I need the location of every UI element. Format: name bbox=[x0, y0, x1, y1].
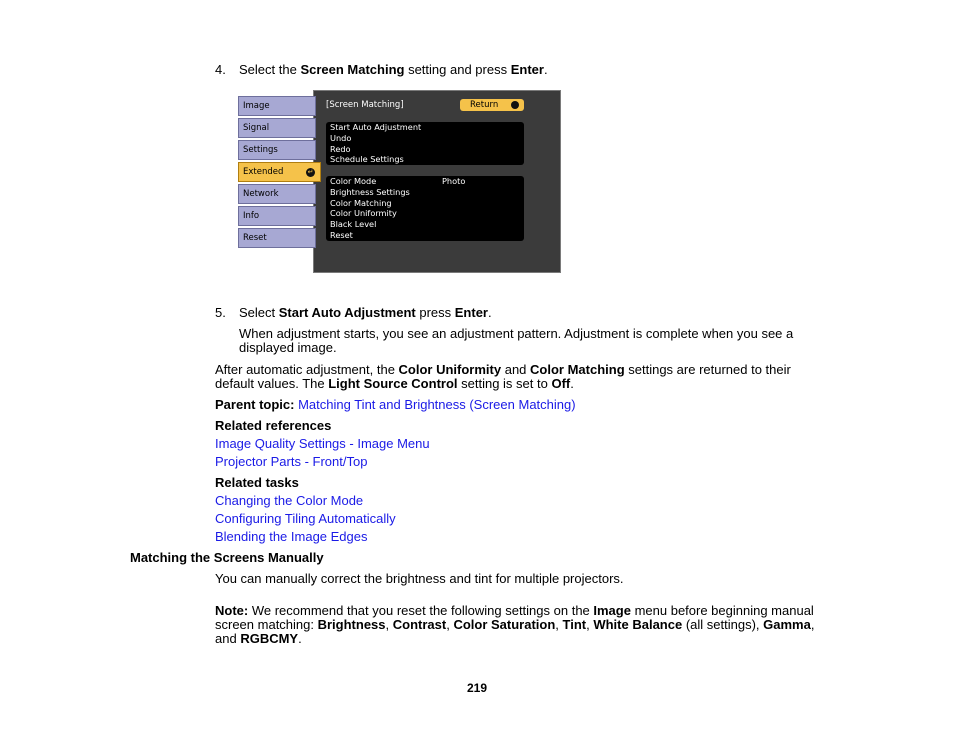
parent-topic bbox=[215, 397, 576, 412]
after-line-2: default values. The Light Source Control setting is set to Off. bbox=[215, 376, 574, 391]
menu-side-item-label: Signal bbox=[243, 123, 270, 133]
enter-icon: ↵ bbox=[307, 168, 314, 176]
menu-row bbox=[326, 176, 524, 187]
section-heading: Matching the Screens Manually bbox=[130, 550, 324, 565]
note-line-3: and RGBCMY. bbox=[215, 631, 302, 646]
note-line-1: Note: We recommend that you reset the following settings on the Image menu before beginning manual bbox=[215, 603, 814, 618]
return-icon bbox=[511, 101, 519, 109]
menu-side-item-label: Settings bbox=[243, 145, 278, 155]
menu-row-label: Redo bbox=[330, 143, 351, 154]
menu-side-item-label: Info bbox=[243, 211, 260, 221]
menu-row-label: Brightness Settings bbox=[330, 186, 410, 197]
section-body: You can manually correct the brightness and tint for multiple projectors. bbox=[215, 571, 624, 586]
parent-topic-link[interactable]: Matching Tint and Brightness (Screen Matching) bbox=[298, 397, 576, 412]
menu-row-label: Black Level bbox=[330, 219, 377, 230]
menu-side-item-label: Network bbox=[243, 189, 279, 199]
after-line-1: After automatic adjustment, the Color Uniformity and Color Matching settings are returned to their bbox=[215, 362, 791, 377]
related-tasks-heading: Related tasks bbox=[215, 475, 299, 490]
menu-row-label: Schedule Settings bbox=[330, 154, 404, 165]
menu-row bbox=[326, 219, 524, 230]
menu-row bbox=[326, 144, 524, 155]
menu-row-label: Start Auto Adjustment bbox=[330, 122, 422, 132]
link-image-quality-settings[interactable]: Image Quality Settings - Image Menu bbox=[215, 436, 430, 451]
menu-row-label: Color Uniformity bbox=[330, 208, 397, 219]
menu-group-adjustment bbox=[326, 122, 524, 165]
menu-side-item-label: Image bbox=[243, 101, 270, 111]
menu-group-settings bbox=[326, 176, 524, 241]
step-5-number: 5. bbox=[215, 305, 226, 320]
menu-side-item-label: Reset bbox=[243, 233, 267, 243]
link-changing-color-mode[interactable]: Changing the Color Mode bbox=[215, 493, 364, 508]
menu-side-item-label: Extended bbox=[243, 167, 284, 177]
menu-row bbox=[326, 187, 524, 198]
step-5-note-line-2: displayed image. bbox=[239, 340, 337, 355]
menu-row-label: Color Mode bbox=[330, 176, 377, 186]
step-5-text: Select Start Auto Adjustment press Enter. bbox=[239, 305, 492, 320]
menu-row-label: Color Matching bbox=[330, 197, 392, 208]
menu-row bbox=[326, 208, 524, 219]
link-configuring-tiling[interactable]: Configuring Tiling Automatically bbox=[215, 511, 396, 526]
menu-side-item-settings bbox=[238, 140, 316, 160]
menu-side-item-reset bbox=[238, 228, 316, 248]
related-references-heading: Related references bbox=[215, 418, 332, 433]
link-blending-image-edges[interactable]: Blending the Image Edges bbox=[215, 529, 368, 544]
menu-side-item-image bbox=[238, 96, 316, 116]
screen-matching-menu-image bbox=[238, 90, 561, 273]
menu-row bbox=[326, 230, 524, 241]
page-number: 219 bbox=[466, 681, 488, 695]
menu-side-item-network bbox=[238, 184, 316, 204]
menu-row-label: Undo bbox=[330, 132, 352, 143]
link-projector-parts[interactable]: Projector Parts - Front/Top bbox=[215, 454, 368, 469]
menu-title: [Screen Matching] bbox=[326, 100, 404, 110]
step-4-number: 4. bbox=[215, 62, 226, 77]
step-5-note-line-1: When adjustment starts, you see an adjustment pattern. Adjustment is complete when you see a bbox=[239, 326, 794, 341]
menu-row bbox=[326, 154, 524, 165]
step-4-text: Select the Screen Matching setting and press Enter. bbox=[239, 62, 548, 77]
menu-side-item-info bbox=[238, 206, 316, 226]
return-button: Return bbox=[460, 99, 524, 111]
menu-side-item-signal bbox=[238, 118, 316, 138]
menu-row bbox=[326, 122, 524, 133]
menu-row bbox=[326, 198, 524, 209]
menu-row-value: Photo bbox=[442, 176, 466, 186]
menu-side-item-extended bbox=[238, 162, 321, 182]
parent-topic-label: Parent topic: bbox=[215, 397, 295, 412]
menu-row bbox=[326, 133, 524, 144]
note-line-2: screen matching: Brightness, Contrast, Color Saturation, Tint, White Balance (all settings), Gamma, bbox=[215, 617, 815, 632]
menu-row-label: Reset bbox=[330, 229, 353, 240]
